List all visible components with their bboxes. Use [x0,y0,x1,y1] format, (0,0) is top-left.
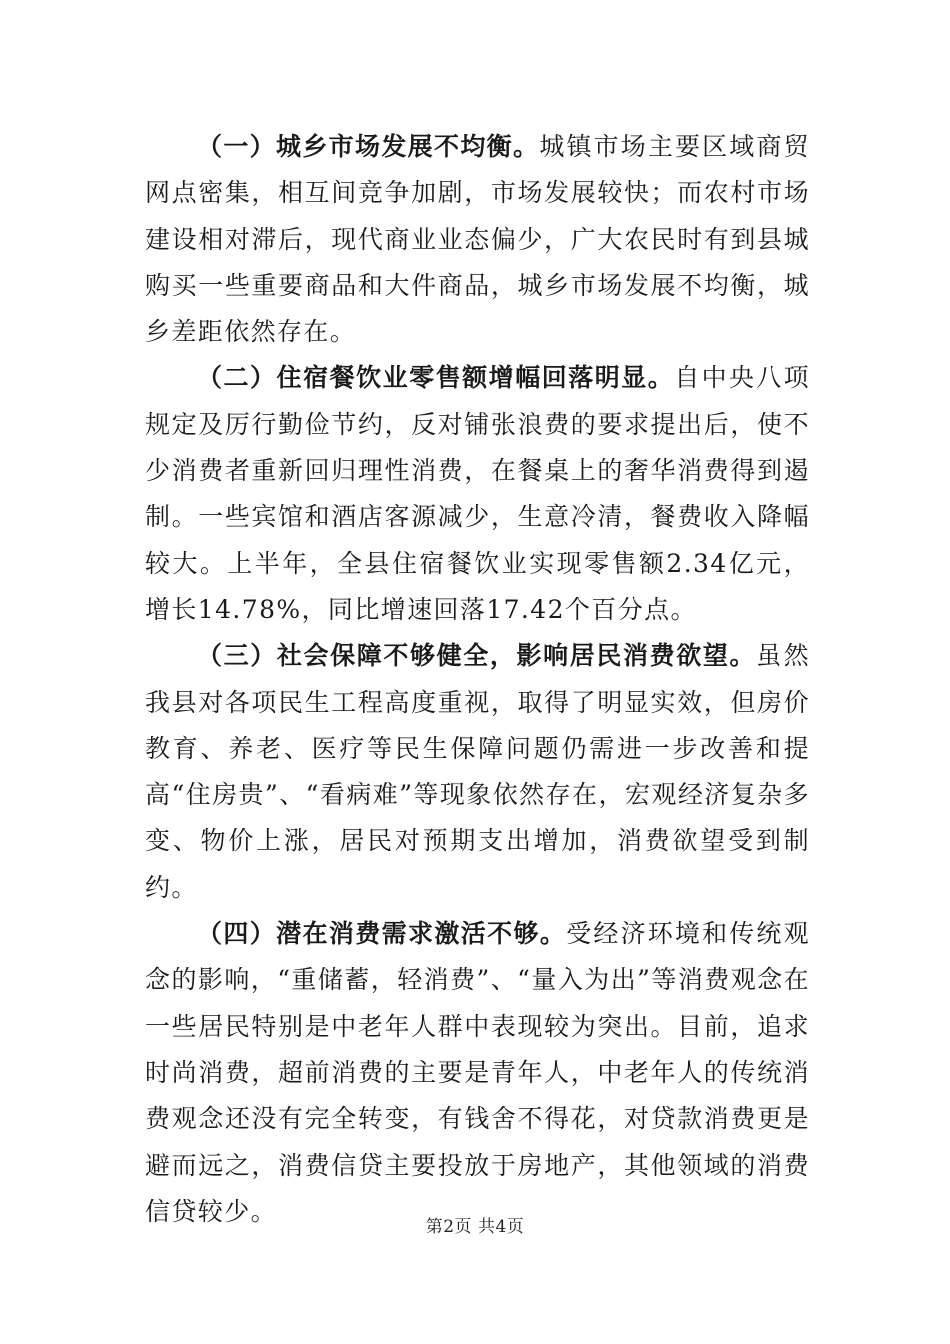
paragraph-3-text: 虽然我县对各项民生工程高度重视，取得了明显实效，但房价教育、养老、医疗等民生保障问题仍需进一步改善和提高“住房贵”、“看病难”等现象依然存在，宏观经济复杂多变、物价上涨，居民对预期支出增加，消费欲望受到制约。 [145,641,810,902]
document-body [145,124,810,1235]
paragraph-2-text: 自中央八项规定及厉行勤俭节约，反对铺张浪费的要求提出后，使不少消费者重新回归理性消费，在餐桌上的奢华消费得到遏制。一些宾馆和酒店客源减少，生意冷清，餐费收入降幅较大。上半年，全县住宿餐饮业实现零售额2.34亿元，增长14.78%，同比增速回落17.42个百分点。 [145,363,810,624]
paragraph-1-heading: （一）城乡市场发展不均衡。 [197,132,540,161]
paragraph-2-heading: （二）住宿餐饮业零售额增幅回落明显。 [197,363,675,393]
paragraph-1-text: 城镇市场主要区域商贸网点密集，相互间竞争加剧，市场发展较快；而农村市场建设相对滞后，现代商业业态偏少，广大农民时有到县城购买一些重要商品和大件商品，城乡市场发展不均衡，城乡差距依然存在。 [145,132,810,347]
page-number-footer: 第2页 共4页 [425,1217,525,1237]
paragraph-2 [145,355,810,633]
paragraph-3-heading: （三）社会保障不够健全，影响居民消费欲望。 [197,641,757,671]
paragraph-4-heading: （四）潜在消费需求激活不够。 [197,919,567,949]
paragraph-4-text: 受经济环境和传统观念的影响，“重储蓄，轻消费”、“量入为出”等消费观念在一些居民特别是中老年人群中表现较为突出。目前，追求时尚消费，超前消费的主要是青年人，中老年人的传统消费观念还没有完全转变，有钱舍不得花，对贷款消费更是避而远之，消费信贷主要投放于房地产，其他领域的消费信贷较少。 [145,919,810,1226]
paragraph-3 [145,633,810,911]
paragraph-4 [145,911,810,1235]
paragraph-1 [145,124,810,355]
